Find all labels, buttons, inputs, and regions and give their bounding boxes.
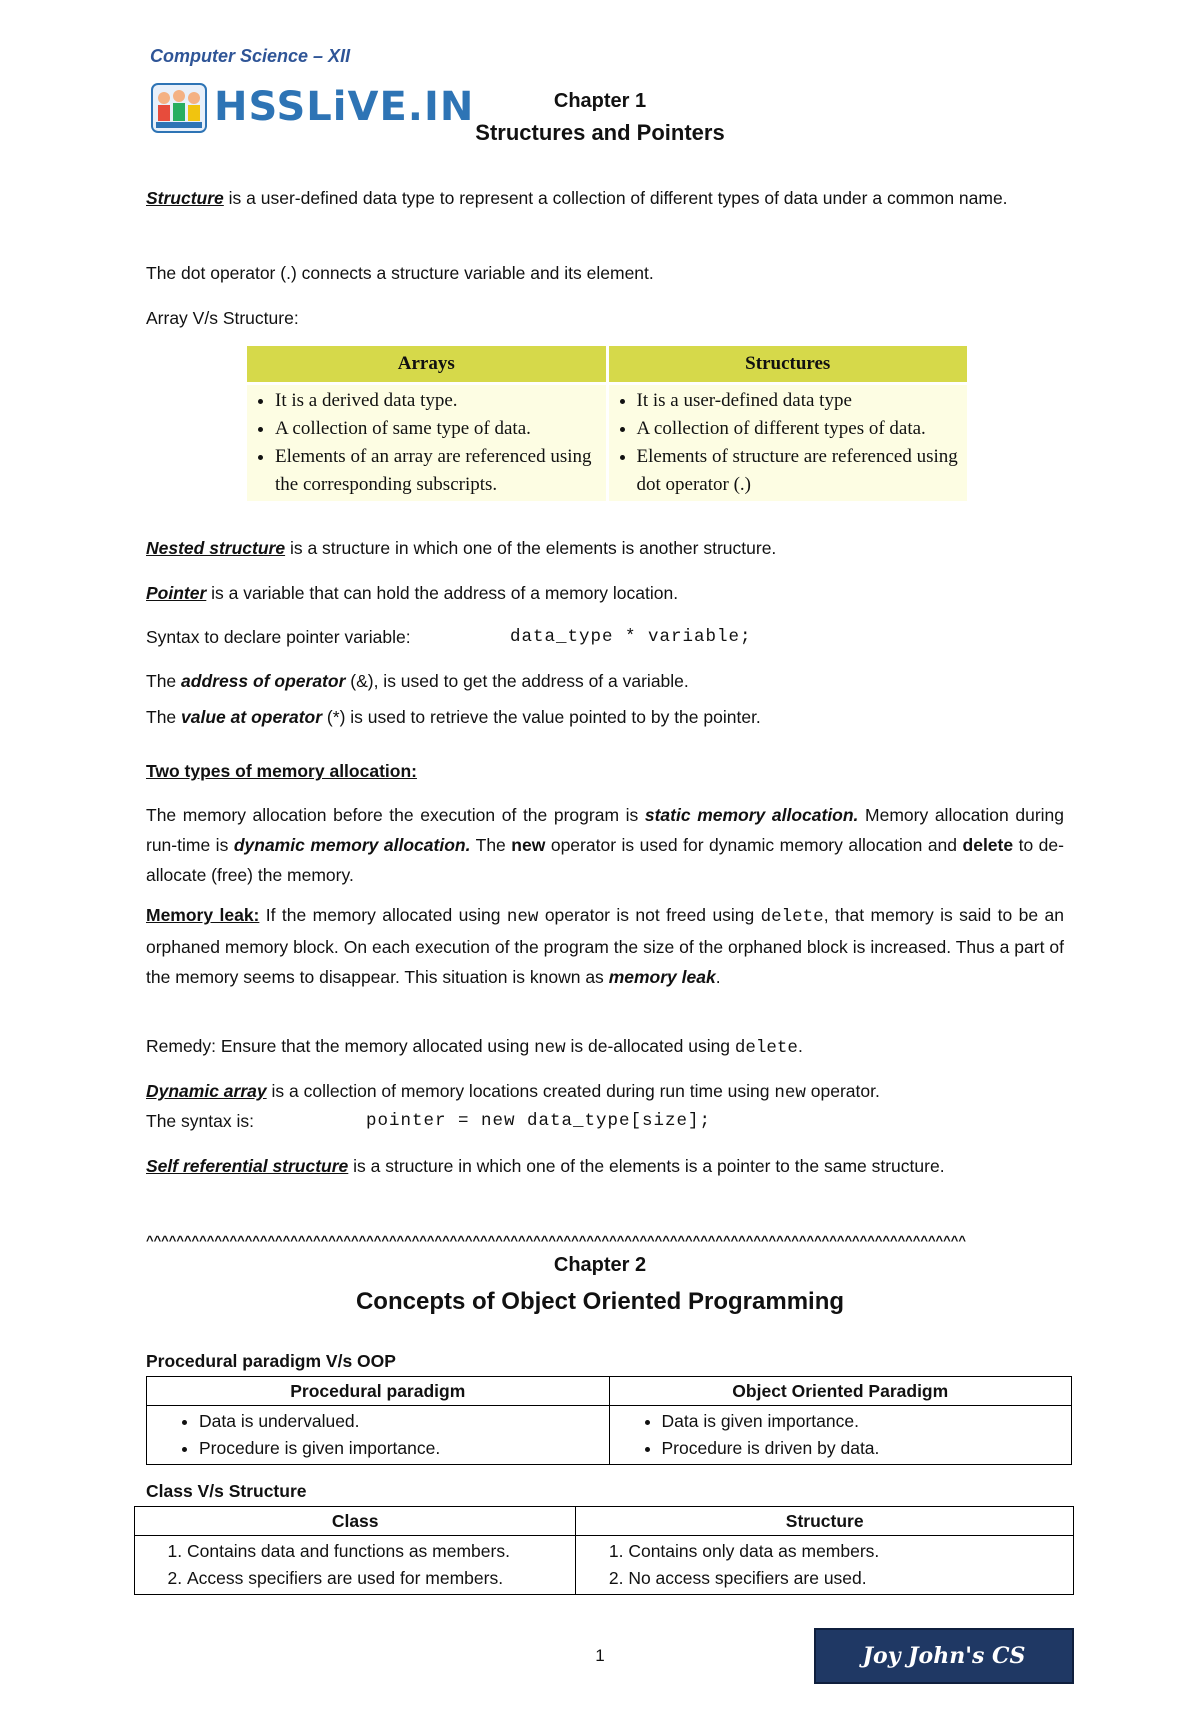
text-run: operator is not freed using (538, 905, 761, 925)
value-rest: (*) is used to retrieve the value pointed to by the pointer. (322, 707, 761, 727)
structure-term: Structure (146, 188, 224, 208)
text-run: The (470, 835, 512, 855)
structure-def-text: is a user-defined data type to represent a collection of different types of data under a common name. (223, 188, 1008, 208)
pointer-syntax-line (146, 622, 1064, 652)
memory-allocation-paragraph (146, 800, 1064, 890)
course-label: Computer Science – XII (150, 46, 351, 66)
class-vs-structure-heading: Class V/s Structure (146, 1481, 307, 1501)
dynamic-array-term: Dynamic array (146, 1081, 267, 1101)
oop-header: Object Oriented Paradigm (609, 1377, 1072, 1406)
text-run: to de-allocate (free) the memory. (146, 835, 1064, 885)
text-run: , that memory is said to be an orphaned memory block. On each execution of the program the size of the orphaned block is increased. Thus a part of the memory seems to disappear. This situation is known as (146, 905, 1064, 987)
text-run: Remedy: Ensure that the memory allocated using (146, 1036, 535, 1056)
chapter-divider: ^^^^^^^^^^^^^^^^^^^^^^^^^^^^^^^^^^^^^^^^^^^^^^^^^^^^^^^^^^^^^^^^^^^^^^^^^^^^^^^^^^^^^^^^^^^^^^^^^^^^^^^^^^^^ (146, 1233, 966, 1248)
chapter2-number: Chapter 2 (553, 1254, 647, 1276)
memory-leak-italic-term: memory leak (608, 967, 716, 987)
procedural-vs-oop-table (146, 1376, 1072, 1465)
procedural-vs-oop-heading: Procedural paradigm V/s OOP (146, 1351, 396, 1371)
new-keyword: new (511, 835, 546, 855)
text-run: operator. (805, 1081, 880, 1101)
dynamic-syntax-code: pointer = new data_type[size]; (366, 1111, 712, 1131)
page-number: 1 (595, 1646, 605, 1665)
procedural-header: Procedural paradigm (147, 1377, 610, 1406)
text-run: operator is used for dynamic memory allocation and (545, 835, 963, 855)
list-item: • Procedure is driven by data. (662, 1435, 1072, 1462)
list-item: • Data is given importance. (662, 1408, 1072, 1435)
list-item: • Elements of structure are referenced using dot operator (.) (637, 443, 964, 499)
class-vs-structure-table (134, 1506, 1074, 1595)
dot-operator-text: The dot operator (.) connects a structure variable and its element. (146, 263, 654, 283)
text-run: . (715, 967, 721, 987)
list-item: • A collection of different types of data. (637, 415, 964, 443)
oop-cell (609, 1406, 1072, 1465)
list-item: • Data is undervalued. (199, 1408, 609, 1435)
chapter1-number: Chapter 1 (553, 90, 647, 112)
list-item: • It is a derived data type. (275, 387, 602, 415)
new-keyword: new (506, 907, 539, 927)
structure-cell (576, 1536, 1074, 1595)
list-item: 1. Contains data and functions as members. (187, 1538, 575, 1565)
arrays-header: Arrays (247, 346, 606, 382)
chapter1-title: Structures and Pointers (475, 120, 725, 145)
structure-definition (146, 183, 1064, 213)
dynamic-allocation-term: dynamic memory allocation. (233, 835, 471, 855)
remedy-text (146, 1031, 1064, 1063)
memory-leak-term: Memory leak: (146, 905, 260, 925)
author-badge: Joy John's CS Essential (814, 1628, 1074, 1684)
syntax-label: Syntax to declare pointer variable: (146, 627, 411, 647)
memory-allocation-heading: Two types of memory allocation: (146, 761, 417, 781)
value-prefix: The (146, 707, 182, 727)
pointer-definition (146, 578, 1064, 608)
self-referential-definition (146, 1151, 1064, 1181)
value-operator-term: value at operator (181, 707, 323, 727)
structures-header: Structures (609, 346, 968, 382)
list-item: • Elements of an array are referenced using the corresponding subscripts. (275, 443, 602, 499)
nested-def-text: is a structure in which one of the elements is another structure. (285, 538, 777, 558)
address-operator-text (146, 666, 1064, 696)
text-run: is a structure in which one of the elements is a pointer to the same structure. (348, 1156, 945, 1176)
pointer-term: Pointer (146, 583, 207, 603)
pointer-def-text: is a variable that can hold the address of a memory location. (206, 583, 679, 603)
dynamic-array-definition (146, 1076, 1064, 1108)
list-item: • Procedure is given importance. (199, 1435, 609, 1462)
addr-rest: (&), is used to get the address of a variable. (345, 671, 689, 691)
structure-header: Structure (576, 1507, 1074, 1536)
text-run: Memory allocation during run-time is (146, 805, 1065, 855)
memory-leak-paragraph (146, 900, 1064, 992)
addr-prefix: The (146, 671, 182, 691)
class-header: Class (135, 1507, 576, 1536)
logo-text: HSSLiVE.IN (214, 84, 475, 130)
arrays-cell (247, 385, 606, 501)
array-vs-structure-table (244, 343, 970, 504)
class-cell (135, 1536, 576, 1595)
array-vs-heading: Array V/s Structure: (146, 308, 299, 328)
delete-keyword: delete (760, 907, 824, 927)
new-keyword: new (774, 1083, 806, 1103)
address-operator-term: address of operator (181, 671, 346, 691)
new-keyword: new (534, 1038, 566, 1058)
dynamic-array-syntax-line (146, 1106, 1064, 1136)
list-item: 2. Access specifiers are used for members. (187, 1565, 575, 1592)
list-item: • A collection of same type of data. (275, 415, 602, 443)
text-run: . (797, 1036, 803, 1056)
list-item: 1. Contains only data as members. (628, 1538, 1073, 1565)
static-allocation-term: static memory allocation. (644, 805, 859, 825)
text-run: is a collection of memory locations created during run time using (266, 1081, 775, 1101)
structures-cell (609, 385, 968, 501)
chapter2-title: Concepts of Object Oriented Programming (355, 1288, 845, 1315)
procedural-cell (147, 1406, 610, 1465)
list-item: • It is a user-defined data type (637, 387, 964, 415)
delete-keyword: delete (962, 835, 1014, 855)
pointer-syntax-code: data_type * variable; (510, 627, 752, 647)
list-item: 2. No access specifiers are used. (628, 1565, 1073, 1592)
value-operator-text (146, 702, 1064, 732)
text-run: If the memory allocated using (259, 905, 507, 925)
text-run: The memory allocation before the execution of the program is (146, 805, 645, 825)
delete-keyword: delete (734, 1038, 798, 1058)
nested-term: Nested structure (146, 538, 286, 558)
self-referential-term: Self referential structure (146, 1156, 349, 1176)
dynamic-syntax-label: The syntax is: (146, 1111, 254, 1131)
nested-structure-definition (146, 533, 1064, 563)
text-run: is de-allocated using (565, 1036, 735, 1056)
